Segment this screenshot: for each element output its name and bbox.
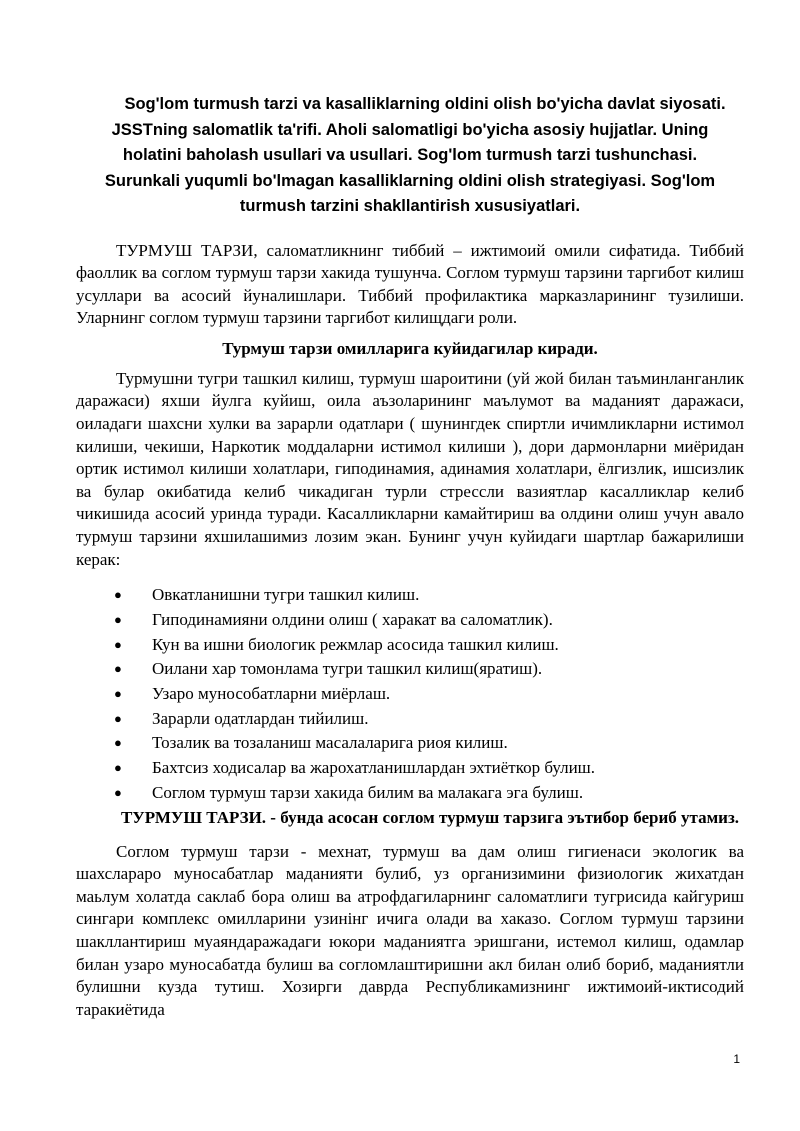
lifestyle-section-heading: ТУРМУШ ТАРЗИ. - бунда асосан соглом турмуш тарзига эътибор бериб утамиз.: [120, 807, 740, 827]
document-page: [76, 92, 744, 1021]
factors-paragraph: Турмушни тугри ташкил килиш, турмуш шароитини (уй жой билан таъминланганлик даражаси) яхши йулга куйиш, оила аъзоларининг маълумот ва маданият даражаси, оиладаги шахсни хулки ва зарарли одатлари ( шунингдек спиртли ичимликларни истимол килиши, чекиши, Наркотик моддаларни истимол килиши ), дори дармонларни миёридан ортик истимол килиши холатлари, гиподинамия, адинамия холатлари, ёлгизлик, ишсизлик ва булар окибатида келиб чикадиган турли стрессли вазиятлар касалликлар келиб чикишида асосий уринда туради. Касалликларни камайтириш ва олдини олиш учун авало турмуш тарзини яхшилашимиз лозим экан. Бунинг учун куйидаги шартлар бажарилиши керак:: [76, 368, 744, 569]
list-item-text: Тозалик ва тозаланиш масалаларига риоя килиш.: [152, 733, 508, 753]
bullet-icon: ●: [114, 710, 122, 726]
bullet-icon: ●: [114, 661, 122, 677]
list-item: [76, 781, 744, 806]
bullet-icon: ●: [114, 784, 122, 800]
bullet-icon: ●: [114, 735, 122, 751]
list-item-text: Бахтсиз ходисалар ва жарохатланишлардан эхтиёткор булиш.: [152, 758, 596, 778]
list-item: [76, 731, 744, 756]
bullet-icon: ●: [114, 760, 122, 776]
list-item-text: Овкатланишни тугри ташкил килиш.: [152, 585, 420, 605]
bullet-icon: ●: [114, 686, 122, 702]
factors-subheading: Турмуш тарзи омилларига куйидагилар киради.: [222, 338, 598, 358]
list-item: [76, 707, 744, 732]
list-item: [76, 608, 744, 633]
list-item-text: Гиподинамияни олдини олиш ( харакат ва саломатлик).: [152, 609, 553, 629]
bullet-icon: ●: [114, 636, 122, 652]
bullet-icon: ●: [114, 611, 122, 627]
list-item-text: Узаро мунособатларни миёрлаш.: [152, 684, 391, 704]
list-item: [76, 756, 744, 781]
list-item-text: Кун ва ишни биологик режмлар асосида ташкил килиш.: [152, 634, 559, 654]
list-item-text: Зарарли одатлардан тийилиш.: [152, 708, 369, 728]
list-item-text: Оилани хар томонлама тугри ташкил килиш(яратиш).: [152, 659, 543, 679]
list-item: [76, 583, 744, 608]
list-item: [76, 657, 744, 682]
intro-paragraph: ТУРМУШ ТАРЗИ, саломатликнинг тиббий – ижтимоий омили сифатида. Тиббий фаоллик ва соглом турмуш тарзи хакида тушунча. Соглом турмуш тарзини таргибот килиш усуллари ва асосий йуналишлари. Тиббий профилактика марказларининг тузилиши. Уларнинг соглом турмуш тарзини таргибот килищдаги роли.: [76, 240, 744, 328]
document-title: Sog'lom turmush tarzi va kasalliklarning oldini olish bo'yicha davlat siyosati. JSSTning salomatlik ta'rifi. Aholi salomatligi bo'yicha asosiy hujjatlar. Uning holatini baholash usullari va usullari. Sog'lom turmush tarzi tushunchasi. Surunkali yuqumli bo'lmagan kasalliklarning oldini olish strategiyasi. Sog'lom turmush tarzini shakllantirish xususiyatlari.: [104, 95, 726, 215]
bullet-icon: ●: [114, 587, 122, 603]
list-item: [76, 633, 744, 658]
conditions-list: [76, 583, 744, 805]
page-number: 1: [733, 1052, 740, 1066]
lifestyle-paragraph: Соглом турмуш тарзи - мехнат, турмуш ва дам олиш гигиенаси экологик ва шахслараро муносабатлар маданияти булиб, уз организимини физиологик жихатдан маьлум холатда саклаб бора олиш ва атрофдагиларнинг саломатлиги тугрисида кайгуриш сингари комплекс омилларини узинінг ичига олади ва хаказо. Соглом турмуш тарзини шакллантириш муаяндаражадаги юкори маданиятга эришгани, истемол килиш, одамлар билан узаро муносабатда булиш ва согломлаштиришни акл билан олиб бориб, маданиятли булишни кузда тутиш. Хозирги даврда Республикамизнинг ижтимоий-иктисодий таракиётида: [76, 841, 744, 1019]
list-item: [76, 682, 744, 707]
list-item-text: Соглом турмуш тарзи хакида билим ва малакага эга булиш.: [152, 782, 584, 802]
